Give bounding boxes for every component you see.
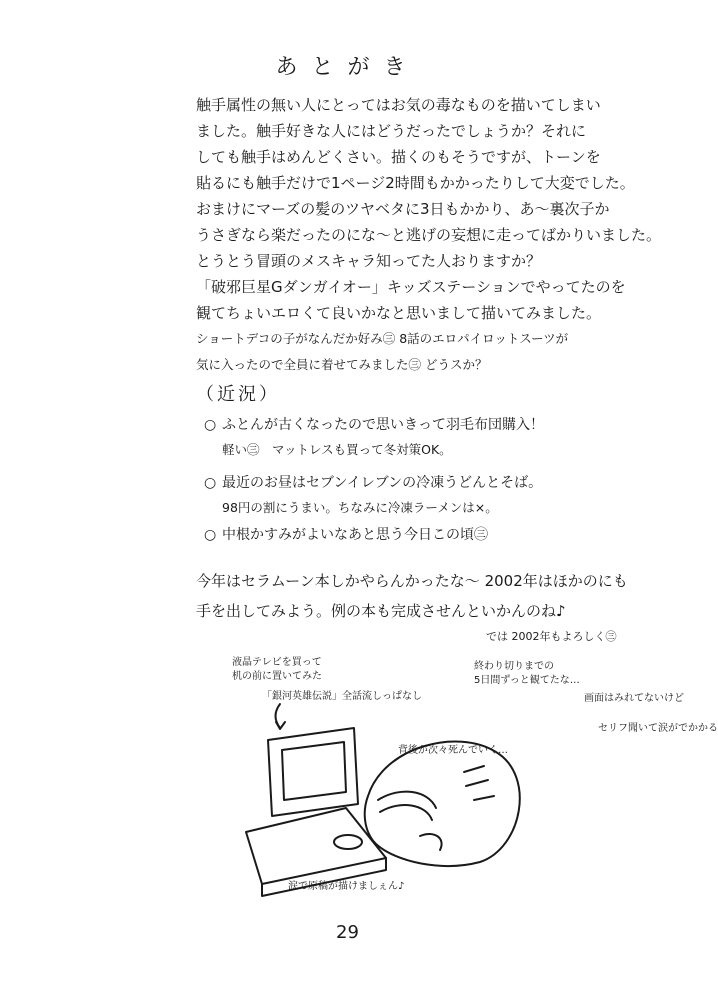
note-line: 机の前に置いてみた xyxy=(232,671,322,682)
recent-item-text: ふとんが古くなったので思いきって羽毛布団購入！ xyxy=(222,417,544,433)
body-line: おまけにマーズの髪のツヤベタに3日もかかり、あ〜裏次子か xyxy=(196,200,610,218)
body-line: 触手属性の無い人にとってはお気の毒なものを描いてしまい xyxy=(196,96,601,114)
body-line: ました。触手好きな人にはどうだったでしょうか？それに xyxy=(196,122,587,140)
note-cutoff xyxy=(474,660,580,688)
note-screen: 画面はみれてないけど xyxy=(584,693,684,704)
recent-item-sub: 98円の割にうまい。ちなみに冷凍ラーメンは×。 xyxy=(222,500,498,515)
signoff: では 2002年もよろしく㊂ xyxy=(486,630,617,643)
note-tears: 涙で原稿が描けましぇん♪ xyxy=(288,881,405,892)
body-line: 気に入ったので全員に着せてみました㊂ どうスか？ xyxy=(196,357,488,372)
note-dialogue: セリフ聞いて涙がでかかる xyxy=(598,723,718,734)
body-line: とうとう冒頭のメスキャラ知ってた人おりますか？ xyxy=(196,252,542,270)
closing-line: 手を出してみよう。例の本も完成させんといかんのね♪ xyxy=(196,602,566,620)
recent-item-sub: 軽い㊂ マットレスも買って冬対策OK。 xyxy=(222,442,452,457)
page-title: あとがき xyxy=(275,55,420,80)
note-line: 終わり切りまでの xyxy=(474,661,554,672)
page-number: 29 xyxy=(336,922,359,943)
recent-news-header: （近況） xyxy=(196,384,280,405)
note-line: 5日間ずっと観てたな… xyxy=(474,675,580,686)
body-line: 「破邪巨星Gダンガイオー」キッズステーションでやってたのを xyxy=(196,278,626,296)
body-line: ショートデコの子がなんだか好み㊂ 8話のエロパイロットスーツが xyxy=(196,331,569,346)
note-tv xyxy=(232,656,322,684)
note-line: 液晶テレビを買って xyxy=(232,657,322,668)
body-line: 観てちょいエロくて良いかなと思いまして描いてみました。 xyxy=(196,304,602,322)
bullet-icon: ○ xyxy=(204,527,217,543)
recent-item-text: 中根かすみがよいなあと思う今日この頃㊂ xyxy=(222,527,488,543)
mouse-icon xyxy=(334,835,362,849)
body-line: うさぎなら楽だったのにな〜と逃げの妄想に走ってばかりいました。 xyxy=(196,226,662,244)
note-show: 「銀河英雄伝説」全話流しっぱなし xyxy=(262,691,422,702)
note-back: 背後が次々死んでいく… xyxy=(398,745,508,756)
body-line: 貼るにも触手だけで1ページ2時間もかかったりして大変でした。 xyxy=(196,174,635,192)
bullet-icon: ○ xyxy=(204,475,217,491)
bullet-icon: ○ xyxy=(204,417,217,433)
recent-item-text: 最近のお昼はセブンイレブンの冷凍うどんとそば。 xyxy=(222,475,543,491)
character-icon xyxy=(365,741,520,865)
body-line: しても触手はめんどくさい。描くのもそうですが、トーンを xyxy=(196,148,601,166)
closing-line: 今年はセラムーン本しかやらんかったな〜 2002年はほかのにも xyxy=(196,572,628,590)
